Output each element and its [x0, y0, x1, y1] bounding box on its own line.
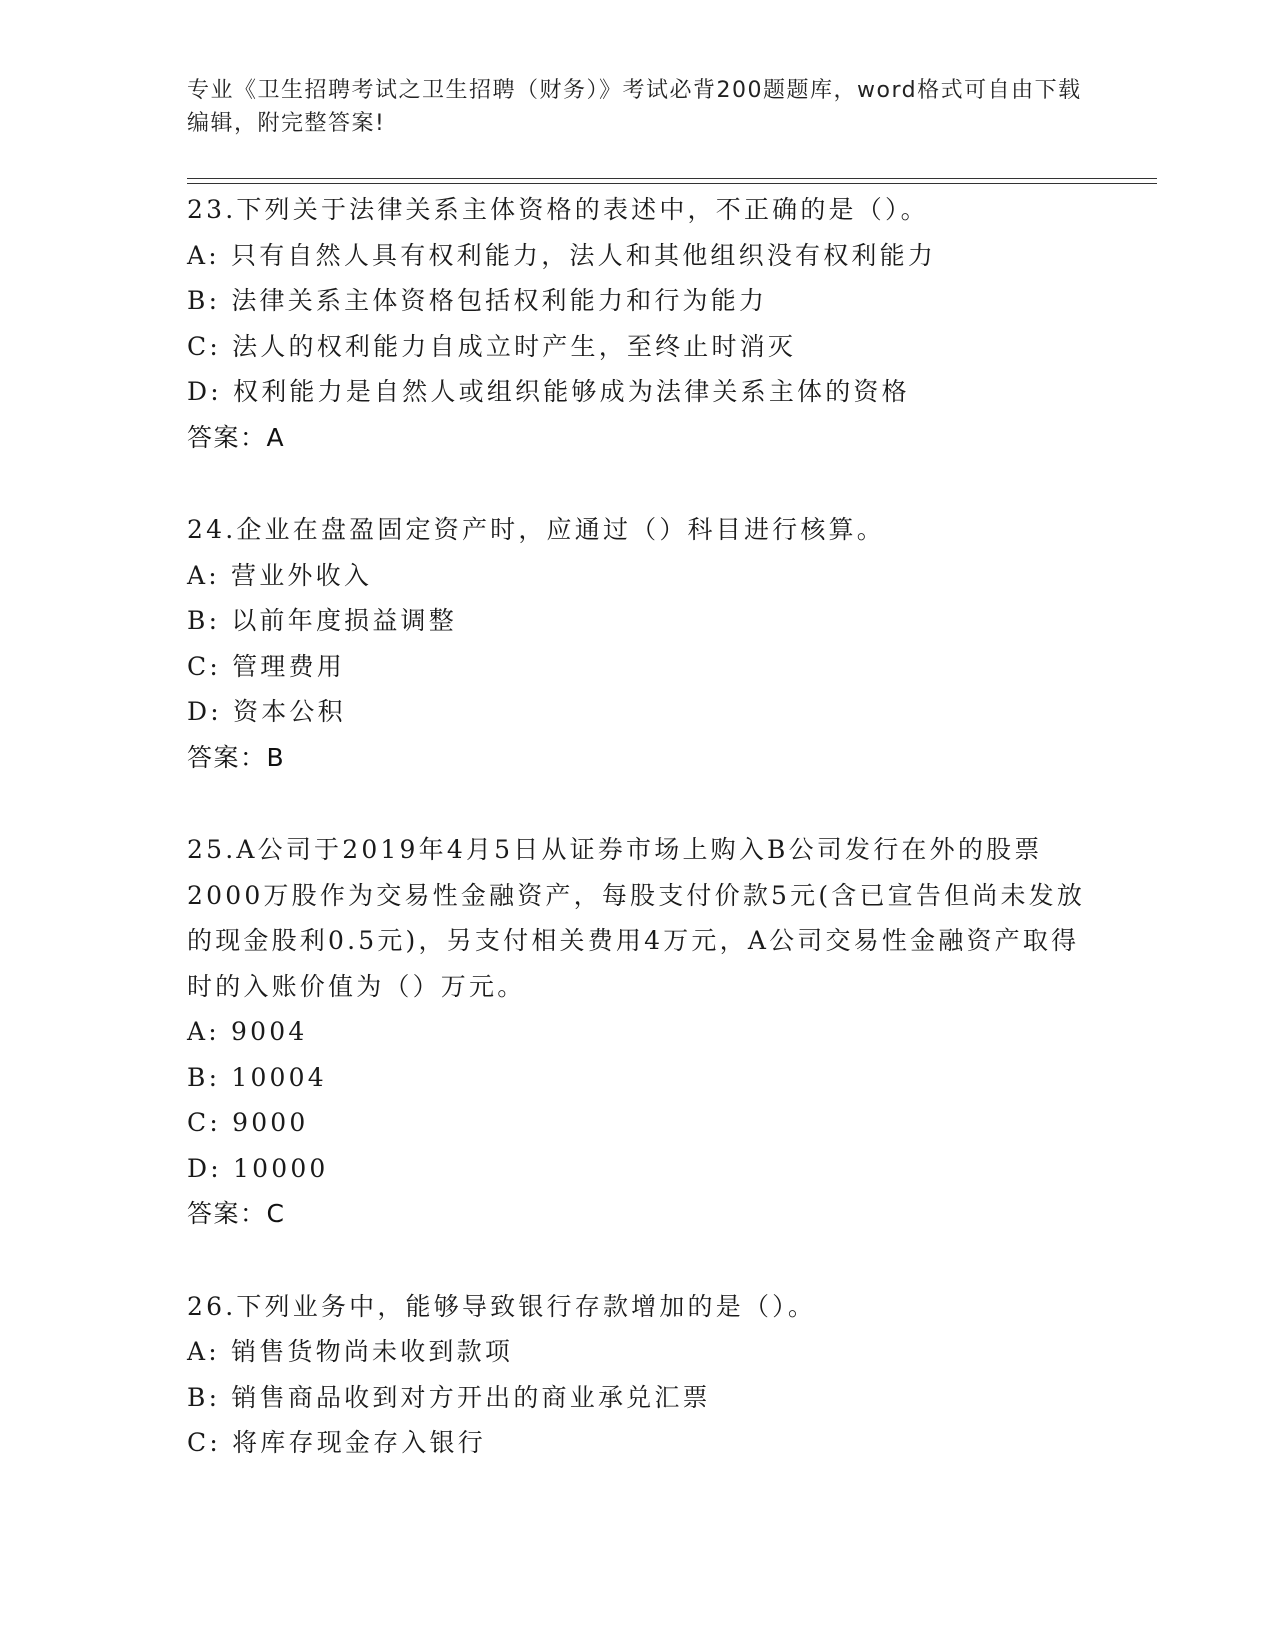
option-c: C: 9000 [187, 1108, 309, 1137]
question-24 [187, 507, 1087, 780]
option-b: B: 以前年度损益调整 [187, 606, 457, 635]
question-spacer [187, 780, 1087, 827]
option-c: C: 管理费用 [187, 651, 345, 681]
answer: 答案：B [187, 742, 286, 772]
question-stem: 25.A公司于2019年4月5日从证券市场上购入B公司发行在外的股票2000万股作为交易性金融资产，每股支付价款5元(含已宣告但尚未发放的现金股利0.5元)，另支付相关费用4万元，A公司交易性金融资产取得时的入账价值为（）万元。 [187, 835, 1086, 1001]
option-d: D: 权利能力是自然人或组织能够成为法律关系主体的资格 [187, 377, 910, 406]
question-stem: 24.企业在盘盈固定资产时，应通过（）科目进行核算。 [187, 515, 885, 544]
document-header: 专业《卫生招聘考试之卫生招聘（财务）》考试必背200题题库，word格式可自由下载编辑，附完整答案! [187, 78, 1082, 136]
header-rule-top [187, 178, 1157, 179]
question-stem: 26.下列业务中，能够导致银行存款增加的是（）。 [187, 1291, 817, 1321]
option-a: A: 只有自然人具有权利能力，法人和其他组织没有权利能力 [187, 240, 937, 270]
question-25 [187, 827, 1087, 1237]
question-spacer [187, 460, 1087, 507]
option-a: A: 9004 [187, 1017, 308, 1046]
option-d: D: 资本公积 [187, 697, 346, 726]
answer: 答案：A [187, 422, 286, 452]
option-a: A: 销售货物尚未收到款项 [187, 1337, 514, 1366]
question-23 [187, 187, 1087, 460]
option-b: B: 销售商品收到对方开出的商业承兑汇票 [187, 1382, 711, 1412]
option-b: B: 10004 [187, 1062, 327, 1092]
option-d: D: 10000 [187, 1153, 329, 1183]
option-c: C: 将库存现金存入银行 [187, 1428, 486, 1457]
question-spacer [187, 1237, 1087, 1284]
question-26 [187, 1284, 1087, 1466]
header-rule-bottom [187, 183, 1157, 184]
answer: 答案：C [187, 1199, 286, 1228]
question-stem: 23.下列关于法律关系主体资格的表述中，不正确的是（）。 [187, 195, 929, 224]
questions-list [187, 187, 1087, 1466]
option-c: C: 法人的权利能力自成立时产生，至终止时消灭 [187, 331, 797, 361]
option-b: B: 法律关系主体资格包括权利能力和行为能力 [187, 286, 768, 315]
option-a: A: 营业外收入 [187, 560, 373, 590]
